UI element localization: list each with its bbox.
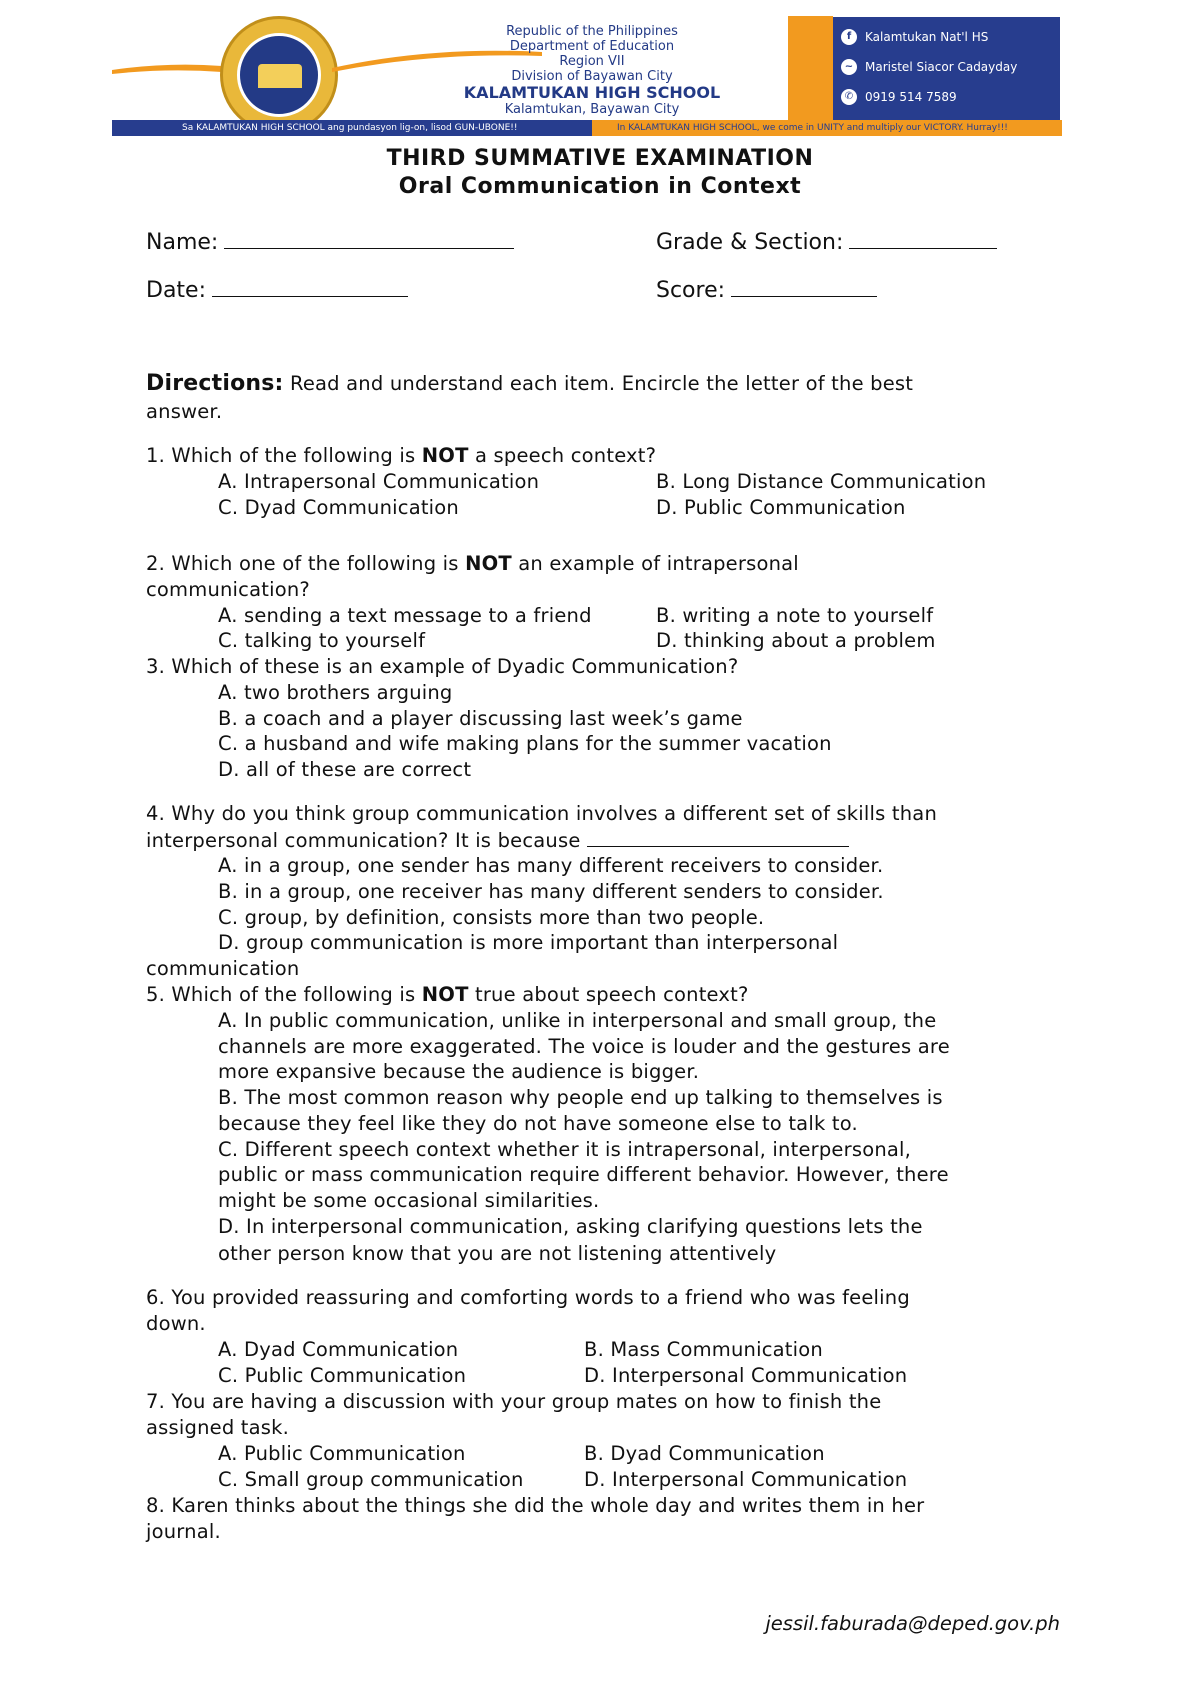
contact-row: ✆ 0919 514 7589	[841, 87, 957, 107]
q7-option-b[interactable]: B. Dyad Communication	[584, 1442, 825, 1465]
q2-option-c[interactable]: C. talking to yourself	[218, 629, 426, 652]
q5-option-d[interactable]: D. In interpersonal communication, asking clarifying questions lets the	[218, 1215, 923, 1238]
school-address: Kalamtukan, Bayawan City	[504, 102, 680, 117]
question-7: 7. You are having a discussion with your group mates on how to finish the	[146, 1390, 882, 1413]
question-8-cont: journal.	[146, 1520, 221, 1543]
banner-motto-right: In KALAMTUKAN HIGH SCHOOL, we come in UNITY and multiply our VICTORY. Hurray!!!	[617, 123, 1008, 133]
q5-option-a-line3: more expansive because the audience is bigger.	[218, 1060, 700, 1083]
q1-option-b[interactable]: B. Long Distance Communication	[656, 470, 987, 493]
contact-row: f Kalamtukan Nat'l HS	[841, 27, 988, 47]
messenger-icon: ~	[841, 59, 857, 75]
exam-title: THIRD SUMMATIVE EXAMINATION	[386, 146, 814, 171]
orange-swoosh-left	[112, 60, 222, 78]
header-line: Republic of the Philippines	[506, 24, 678, 39]
facebook-icon: f	[841, 29, 857, 45]
question-2-cont: communication?	[146, 578, 310, 601]
q4-option-d-cont: communication	[146, 957, 300, 980]
header-line: Region VII	[559, 54, 625, 69]
question-7-cont: assigned task.	[146, 1416, 290, 1439]
q4-option-d[interactable]: D. group communication is more important than interpersonal	[218, 931, 839, 954]
question-8: 8. Karen thinks about the things she did the whole day and writes them in her	[146, 1494, 925, 1517]
exam-subtitle: Oral Communication in Context	[398, 174, 802, 199]
q5-option-b[interactable]: B. The most common reason why people end up talking to themselves is	[218, 1086, 943, 1109]
q5-option-a-line2: channels are more exaggerated. The voice is louder and the gestures are	[218, 1035, 950, 1058]
q1-option-a[interactable]: A. Intrapersonal Communication	[218, 470, 540, 493]
q5-option-c-line2: public or mass communication require different behavior. However, there	[218, 1163, 949, 1186]
contact-row: ~ Maristel Siacor Cadayday	[841, 57, 1017, 77]
header-text	[442, 24, 742, 117]
q6-option-a[interactable]: A. Dyad Communication	[218, 1338, 459, 1361]
q4-option-b[interactable]: B. in a group, one receiver has many different senders to consider.	[218, 880, 884, 903]
q4-option-c[interactable]: C. group, by definition, consists more than two people.	[218, 906, 765, 929]
school-name: KALAMTUKAN HIGH SCHOOL	[463, 83, 721, 102]
directions: Directions: Read and understand each item. Encircle the letter of the best	[146, 371, 914, 396]
q2-option-d[interactable]: D. thinking about a problem	[656, 629, 936, 652]
name-blank[interactable]	[224, 230, 514, 249]
name-field: Name:	[146, 230, 514, 255]
question-6: 6. You provided reassuring and comforting words to a friend who was feeling	[146, 1286, 910, 1309]
q5-option-c-line3: might be some occasional similarities.	[218, 1189, 600, 1212]
footer-email: jessil.faburada@deped.gov.ph	[765, 1612, 1060, 1635]
question-2: 2. Which one of the following is NOT an example of intrapersonal	[146, 552, 799, 575]
book-icon	[258, 64, 302, 88]
banner-motto-left: Sa KALAMTUKAN HIGH SCHOOL ang pundasyon lig-on, lisod GUN-UBONE!!	[182, 123, 518, 133]
q5-option-b-line2: because they feel like they do not have someone else to talk to.	[218, 1112, 858, 1135]
q2-option-a[interactable]: A. sending a text message to a friend	[218, 604, 592, 627]
question-4-cont: interpersonal communication? It is because	[146, 828, 849, 853]
date-blank[interactable]	[212, 278, 408, 297]
orange-accent-bar	[788, 16, 833, 121]
header-line: Division of Bayawan City	[511, 69, 673, 84]
answer-blank[interactable]	[587, 828, 849, 847]
q6-option-b[interactable]: B. Mass Communication	[584, 1338, 823, 1361]
q2-option-b[interactable]: B. writing a note to yourself	[656, 604, 934, 627]
grade-section-blank[interactable]	[849, 230, 997, 249]
q7-option-a[interactable]: A. Public Communication	[218, 1442, 466, 1465]
school-header	[112, 16, 1062, 136]
question-5: 5. Which of the following is NOT true about speech context?	[146, 983, 749, 1006]
phone-icon: ✆	[841, 89, 857, 105]
q6-option-c[interactable]: C. Public Communication	[218, 1364, 467, 1387]
grade-section-field: Grade & Section:	[656, 230, 997, 255]
q3-option-a[interactable]: A. two brothers arguing	[218, 681, 453, 704]
score-blank[interactable]	[731, 278, 877, 297]
q5-option-a[interactable]: A. In public communication, unlike in interpersonal and small group, the	[218, 1009, 937, 1032]
q5-option-d-line2: other person know that you are not listening attentively	[218, 1242, 777, 1265]
q3-option-b[interactable]: B. a coach and a player discussing last week’s game	[218, 707, 743, 730]
q1-option-c[interactable]: C. Dyad Communication	[218, 496, 459, 519]
q3-option-c[interactable]: C. a husband and wife making plans for the summer vacation	[218, 732, 832, 755]
q1-option-d[interactable]: D. Public Communication	[656, 496, 906, 519]
q3-option-d[interactable]: D. all of these are correct	[218, 758, 472, 781]
directions-cont: answer.	[146, 400, 223, 423]
question-3: 3. Which of these is an example of Dyadic Communication?	[146, 655, 739, 678]
q7-option-d[interactable]: D. Interpersonal Communication	[584, 1468, 908, 1491]
question-4: 4. Why do you think group communication involves a different set of skills than	[146, 802, 938, 825]
q6-option-d[interactable]: D. Interpersonal Communication	[584, 1364, 908, 1387]
score-field: Score:	[656, 278, 877, 303]
q4-option-a[interactable]: A. in a group, one sender has many different receivers to consider.	[218, 854, 884, 877]
question-1: 1. Which of the following is NOT a speech context?	[146, 444, 657, 467]
question-6-cont: down.	[146, 1312, 206, 1335]
q5-option-c[interactable]: C. Different speech context whether it is intrapersonal, interpersonal,	[218, 1138, 912, 1161]
contact-panel	[833, 17, 1060, 121]
school-seal-logo	[220, 16, 338, 134]
q7-option-c[interactable]: C. Small group communication	[218, 1468, 524, 1491]
header-line: Department of Education	[509, 39, 675, 54]
date-field: Date:	[146, 278, 408, 303]
